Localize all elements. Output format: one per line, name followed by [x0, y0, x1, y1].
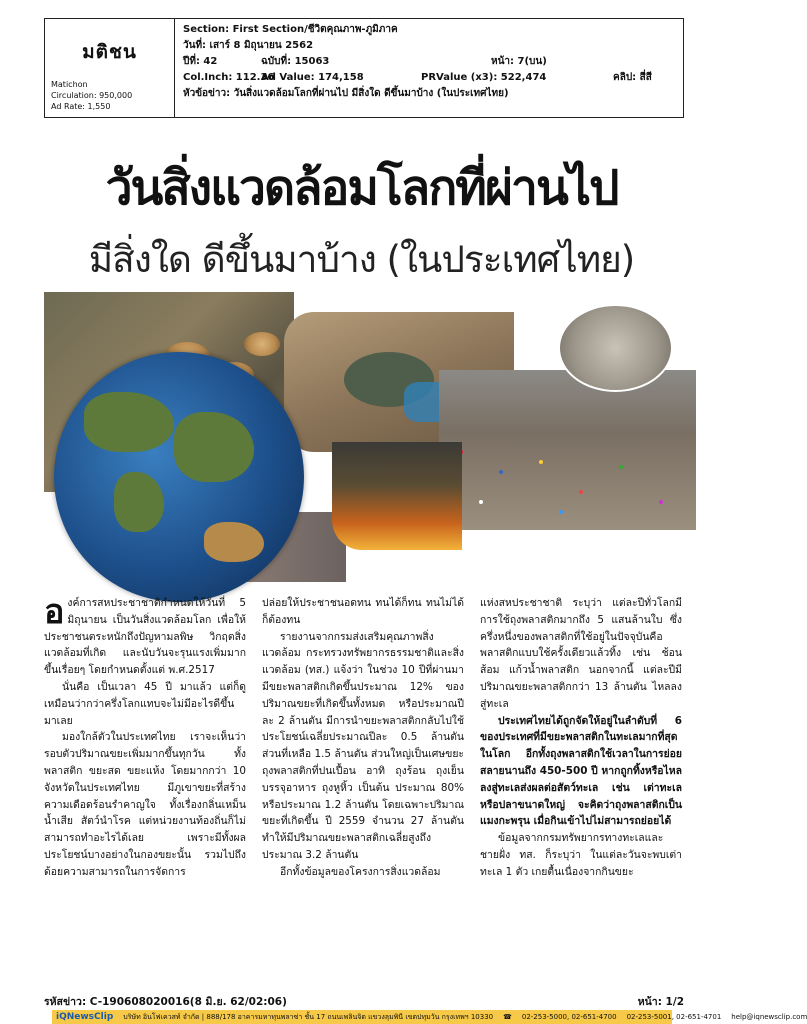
email[interactable]: help@iqnewsclip.com: [731, 1013, 807, 1021]
article-title: วันสิ่งแวดล้อมโลกที่ผ่านไป: [105, 160, 618, 216]
article-body: [44, 592, 684, 985]
ad-rate: Ad Rate: 1,550: [51, 102, 111, 111]
company-address: บริษัท อินโฟเควสท์ จำกัด | 888/178 อาคารมหาทุนพลาซ่า ชั้น 17 ถนนเพลินจิต แขวงลุมพินี เขตปทุมวัน กรุงเทพฯ 10330: [123, 1012, 494, 1021]
issue: ฉบับที่: 15063: [261, 56, 330, 67]
iqnewsclip-logo: iQNewsClip: [56, 1012, 114, 1022]
paragraph: แห่งสหประชาชาติ ระบุว่า แต่ละปีทั่วโลกมีการใช้ถุงพลาสติกมากถึง 5 แสนล้านใบ ซึ่งครึ่งหนึ่งของพลาสติกที่ใช้อยู่ในปัจจุบันคือ พลาสติกแบบใช้ครั้งเดียวแล้วทิ้ง เช่น ช้อน ส้อม แก้วน้ำพลาสติก นอกจากนี้ แต่ละปีมีปริมาณขยะพลาสติกกว่า 13 ล้านตัน ไหลลงสู่ทะเล: [480, 597, 682, 710]
paragraph: นั่นคือ เป็นเวลา 45 ปี มาแล้ว แต่ก็ดูเหมือนว่ากว่าครึ่งโลกแทบจะไม่มีอะไรดีขึ้นมาเลย: [44, 680, 246, 727]
provider-bar: [52, 1010, 807, 1024]
paragraph: ข้อมูลจากกรมทรัพยากรทางทะเลและชายฝั่ง ทส. ก็ระบุว่า ในแต่ละวันจะพบเต่าทะเล 1 ตัว เกยตื้นเนื่องจากกินขยะ: [480, 832, 682, 878]
fax: 02-253-5001, 02-651-4701: [626, 1013, 722, 1021]
photo-collage: [44, 292, 696, 582]
paragraph: อีกทั้งข้อมูลของโครงการสิ่งแวดล้อม: [280, 865, 441, 878]
source-panel: [45, 19, 175, 117]
phone: 02-253-5000, 02-651-4700: [521, 1013, 617, 1021]
section: Section: First Section/ชีวิตคุณภาพ-ภูมิภาค: [183, 24, 398, 35]
highlight-paragraph: ประเทศไทยได้ถูกจัดให้อยู่ในลำดับที่ 6 ของประเทศที่มีขยะพลาสติกในทะเลมากที่สุดในโลก อีกทั้งถุงพลาสติกใช้เวลาในการย่อยสลายนานถึง 450-500 ปี หากถูกทิ้งหรือไหลลงสู่ทะเลส่งผลต่อสัตว์ทะเล เช่น เต่าทะเล หรือปลาขนาดใหญ่ จะคิดว่าถุงพลาสติกเป็นแมงกะพรุน เมื่อกินเข้าไปไม่สามารถย่อยได้: [480, 714, 682, 828]
circulation: Circulation: 950,000: [51, 91, 133, 100]
air-pollution-photo: [558, 304, 673, 392]
burning-forest-photo: [332, 442, 462, 550]
clip-color: คลิป: สี่สี: [613, 72, 652, 83]
column-2: [262, 595, 464, 985]
col-inch: Col.Inch: 112.36: [183, 72, 275, 83]
footer-page: หน้า: 1/2: [637, 996, 684, 1008]
paragraph: รายงานจากกรมส่งเสริมคุณภาพสิ่งแวดล้อม กระทรวงทรัพยากรธรรมชาติและสิ่งแวดล้อม (ทส.) แจ้งว่า ในช่วง 10 ปีที่ผ่านมา มีขยะพลาสติกเกิดขึ้นประมาณ 12% ของปริมาณขยะที่เกิดขึ้นทั้งหมด หรือประมาณปีละ 2 ล้านตัน มีการนำขยะพลาสติกกลับไปใช้ประโยชน์เฉลี่ยประมาณปีละ 0.5 ล้านตัน ส่วนที่เหลือ 1.5 ล้านตัน ส่วนใหญ่เป็นเศษขยะถุงพลาสติกที่ปนเปื้อน อาทิ ถุงร้อน ถุงเย็นบรรจุอาหาร ถุงหูหิ้ว เป็นต้น ประมาณ 80% หรือประมาณ 1.2 ล้านตัน โดยเฉพาะปริมาณขยะที่เกิดขึ้น ปี 2559 จำนวน 27 ล้านตัน ทำให้มีปริมาณขยะพลาสติกเฉลี่ยสูงถึงประมาณ 3.2 ล้านตัน: [262, 630, 464, 861]
paragraph: ปล่อยให้ประชาชนอดทน ทนได้ก็ทน ทนไม่ได้ก็ต้องทน: [262, 597, 464, 626]
ad-value: Ad Value: 174,158: [261, 72, 364, 83]
phone-icon: ☎: [503, 1013, 512, 1021]
clip-metadata: [175, 19, 683, 117]
clip-footer: [44, 993, 684, 1010]
paragraph: มองใกล้ตัวในประเทศไทย เราจะเห็นว่ารอบตัวปริมาณขยะเพิ่มมากขึ้นทุกวัน ทั้งพลาสติก ขยะสด ขยะแห้ง โดยมากกว่า 10 จังหวัดในประเทศไทย มีภูเขาขยะที่สร้างความเดือดร้อนรำคาญใจ ทั้งเรื่องกลิ่นเหม็น น้ำเสีย สัตว์นำโรค แต่หน่วยงานท้องถิ่นก็ไม่สามารถทำอะไรได้เลย เพราะมีทั้งผลประโยชน์บางอย่างในกองขยะนั้น รวมไปถึงด้อยความสามารถในการจัดการ: [44, 731, 246, 878]
paragraph: งค์การสหประชาชาติกำหนดให้วันที่ 5 มิถุนายน เป็นวันสิ่งแวดล้อมโลก เพื่อให้ประชาชนตระหนักถึงปัญหามลพิษ วิกฤตสิ่งแวดล้อมที่เกิด และนับวันจะรุนแรงเพิ่มมากขึ้นเรื่อยๆ โดยกำหนดตั้งแต่ พ.ศ.2517: [44, 597, 246, 677]
pr-value: PRValue (x3): 522,474: [421, 72, 547, 83]
year: ปีที่: 42: [183, 56, 218, 67]
column-1: [44, 592, 246, 985]
column-3: [480, 595, 682, 985]
clipping-header: [44, 18, 684, 118]
garbage-pile-photo: [439, 370, 696, 530]
news-id: รหัสข่าว: C-190608020016(8 มิ.ย. 62/02:06): [44, 996, 287, 1008]
drop-cap: อ: [44, 592, 65, 632]
page-number: หน้า: 7(บน): [491, 56, 547, 67]
article-subtitle: มีสิ่งใด ดีขึ้นมาบ้าง (ในประเทศไทย): [88, 238, 635, 281]
headline-meta: หัวข้อข่าว: วันสิ่งแวดล้อมโลกที่ผ่านไป มีสิ่งใด ดีขึ้นมาบ้าง (ในประเทศไทย): [183, 88, 509, 99]
newspaper-logo: มติชน: [82, 41, 137, 63]
source-name: Matichon: [51, 80, 88, 89]
date: วันที่: เสาร์ 8 มิถุนายน 2562: [183, 40, 314, 51]
earth-globe-image: [54, 352, 304, 602]
